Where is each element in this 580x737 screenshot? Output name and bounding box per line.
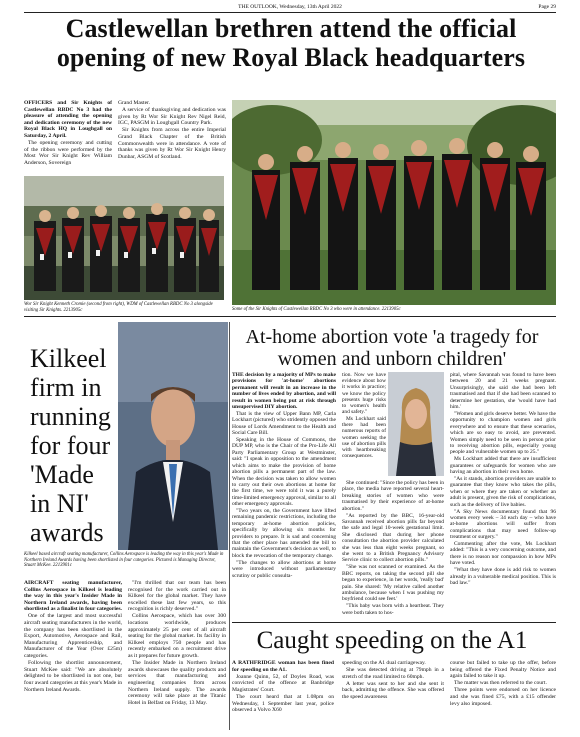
column-divider xyxy=(229,322,230,730)
abortion-paragraph: "Two years on, the Government have lifted remaining pandemic restrictions, including the temporary at-home abortion policies, specifically by allowing six months for providers to prepare. It is sad and concerning that the other place has amended the bill to maintain the Government's decision as well, to block the revocation of the temporary change. xyxy=(232,508,336,559)
castlewellan-lead: OFFICERS and Sir Knights of Castlewellan RBDC No 3 had the pleasure of attending the opening and dedication ceremony of the new Royal Black HQ in Loughgall on Saturday, 2 April. xyxy=(24,100,112,139)
kilkeel-paragraph: Collins Aerospace, which has over 300 locations worldwide, produces approximately 25 per cent of all aircraft seating for the global market. Its facility in Kilkeel employs 750 people and has recently embarked on a recruitment drive as it prepares for future growth. xyxy=(128,613,226,660)
section-divider xyxy=(232,622,556,623)
abortion-paragraph: Speaking in the House of Commons, the DUP MP, who is the Chair of the Pro-Life All Party Parliamentary Group at Westminster, said: "I speak in opposition to the amendment which aims to make the provision of home abortion pills a permanent part of the law. When the decision was taken to allow women to carry out their own abortions at home for the first time, we were told it was a purely time-limited emergency approval, similar to all other emergency approvals. xyxy=(232,437,336,508)
photo-carla-lockhart xyxy=(388,372,444,476)
abortion-col-2b xyxy=(342,480,444,620)
castlewellan-paragraph: Grand Master. xyxy=(118,100,150,106)
speeding-paragraph: Three points were endorsed on her licence and she was fined £75, with a £15 offender levy also imposed. xyxy=(450,687,556,707)
page-header xyxy=(24,2,556,13)
speeding-headline: Caught speeding on the A1 xyxy=(256,627,528,654)
kilkeel-headline xyxy=(30,344,120,547)
abortion-col-2a xyxy=(342,372,386,476)
header-page-number: Page 29 xyxy=(538,4,556,10)
kilkeel-col-2 xyxy=(128,580,226,730)
speeding-col-3 xyxy=(450,660,556,732)
abortion-paragraph: pital, where Savannah was found to have been between 20 and 21 weeks pregnant. Unsurprisingly, she said she had been left traumatised and that if she had been scanned to determine her gestation, she 'would have had him.' xyxy=(450,372,556,411)
kilkeel-headline-line: for four xyxy=(30,431,111,460)
kilkeel-headline-line: running xyxy=(30,402,111,431)
castlewellan-paragraph: A service of thanksgiving and dedication was given by Rt Wor Sir Knight Rev Nigel Reid, IGC, PASGM in Loughgall Country Park. xyxy=(118,107,226,127)
abortion-col-3 xyxy=(450,372,556,620)
kilkeel-paragraph: The Insider Made in Northern Ireland awards showcases the quality products and services that manufacturing and engineering companies from across Northern Ireland supply. The awards ceremony will take place at the Titanic Hotel in Belfast on Friday, 13 May. xyxy=(128,660,226,706)
abortion-paragraph: Ms Lockhart said there had been numerous reports of women seeking the use of abortion pills with heartbreaking consequences. xyxy=(342,415,386,460)
caption-left-photo: Wor Sir Knight Kenneth Cromie (second from right), WDM of Castlewellan RBDC No 3 alongside visiting Sir Knights. 2213905c xyxy=(24,302,213,313)
kilkeel-headline-line: in NI' xyxy=(30,489,89,518)
kilkeel-headline-line: firm in xyxy=(30,373,102,402)
speeding-paragraph: The court heard that at 1.08pm on Wednesday, 1 September last year, police observed a Volvo X60 xyxy=(232,693,334,714)
speeding-paragraph: The matter was then referred to the court. xyxy=(454,680,547,687)
abortion-paragraph: tion. Now we have evidence about how it works in practice; we know the policy presents huge risks to women's health and safety." xyxy=(342,372,386,416)
speeding-paragraph: She was detected driving at 79mph in a stretch of the road limited to 60mph. xyxy=(342,667,444,680)
abortion-headline: At-home abortion vote 'a tragedy for women and unborn children' xyxy=(245,326,539,370)
abortion-col-1 xyxy=(232,372,336,620)
abortion-paragraph: "The changes to allow abortions at home were introduced without parliamentary scrutiny or public consulta- xyxy=(232,559,336,579)
abortion-paragraph: "As it stands, abortion providers are unable to guarantee that they know who takes the pills, when or where they are taken or whether an adult is present, given the risk of complications, such as the delivery of live babies. xyxy=(450,476,556,508)
photo-stuart-mckee xyxy=(118,322,228,550)
speeding-paragraph: A letter was sent to her and she sent it back, admitting the offence. She was offered the speed awareness xyxy=(342,680,444,700)
abortion-paragraph: That is the view of Upper Bann MP, Carla Lockhart (pictured) who stridently opposed the House of Lords Amendment to the Health and Social Care Bill. xyxy=(232,410,336,437)
speeding-lead: A RATHFRIDGE woman has been fined for speeding on the A1. xyxy=(232,660,334,673)
abortion-paragraph: "She was not scanned or examined. As the BBC reports, on taking the second pill she began to experience, in her words, 'really bad' pain. She shared: 'My relative called another ambulance, because when I was pushing my boyfriend could see feet.' xyxy=(342,564,444,603)
main-headline: Castlewellan brethren attend the official opening of new Royal Black headquarters xyxy=(56,14,526,72)
kilkeel-paragraph: "I'm thrilled that our team has been recognised for the work carried out in Kilkeel for the global market. They have excelled these last few years, so this recognition is richly deserved." xyxy=(128,580,226,613)
kilkeel-col-1 xyxy=(24,580,122,730)
section-divider xyxy=(24,316,556,317)
caption-kilkeel-photo: Kilkeel based aircraft seating manufacturer, Collins Aerospace is leading the way in this year's Made in Northern Ireland Awards having been shortlisted in four categories. Pictured is Managing Director, Stuart McKee. 2213901c xyxy=(24,552,224,569)
caption-right-photo: Some of the Sir Knights of Castlewellan RBDC No 3 who were in attendance. 2213905c xyxy=(232,307,401,312)
photo-knights-group-left xyxy=(24,176,224,300)
abortion-lead: THE decision by a majority of MPs to make provisions for 'at-home' abortions permanent will result in an increase in the number of lives ended by abortion, and will result in women being put at risk through unsupervised DIY abortion. xyxy=(232,372,336,411)
kilkeel-headline-line: 'Made xyxy=(30,460,94,489)
abortion-paragraph: She continued: "Since the policy has been in place, the media have reported several heart-breaking stories of women who were traumatised by their experience of at-home abortion." xyxy=(342,480,445,512)
kilkeel-lead: AIRCRAFT seating manufacturer, Collins Aerospace in Kilkeel is leading the way in this year's Insider Made in Northern Ireland awards, having been shortlisted as a finalist in four categories. xyxy=(24,580,122,613)
abortion-paragraph: Ms Lockhart added that there are insufficient guarantees or safeguards for women who are having an abortion in their own home. xyxy=(450,456,556,476)
speeding-paragraph: Joanne Quinn, 52, of Doyles Road, was convicted of the offence at Banbridge Magistrates' Court. xyxy=(232,673,334,693)
abortion-paragraph: Commenting after the vote, Ms Lockhart added: "This is a very concerning outcome, and there is no reason nor compassion in how MPs have voted. xyxy=(450,541,556,567)
abortion-paragraph: "A Sky News documentary found that 96 women every week – 34 each day – who have at-home abortions will suffer from complications that may need follow-up treatment or surgery." xyxy=(450,508,556,541)
abortion-paragraph: "What they have done is add risk to women already in a vulnerable medical position. This is bad law." xyxy=(450,567,556,586)
speeding-col-1 xyxy=(232,660,334,732)
speeding-col-2 xyxy=(342,660,444,732)
abortion-paragraph: "As reported by the BBC, 16-year-old Savannah received abortion pills far beyond the safe and legal 10-week gestational limit. She disclosed that during her phone consultation the abortion provider calculated she was less than eight weeks pregnant, so she went to a British Pregnancy Advisory Service clinic to collect abortion pills." xyxy=(342,512,444,564)
header-paper-date: THE OUTLOOK, Wednesday, 13th April 2022 xyxy=(238,4,342,10)
photo-knights-group-right xyxy=(232,100,556,305)
kilkeel-paragraph: One of the largest and most successful aircraft seating manufacturers in the world, the company has been shortlisted in the Export, Automotive, Aerospace and Rail, Manufacturing Apprenticeship, and Manufacturer of the Year (Over £25m) categories. xyxy=(24,613,122,660)
castlewellan-paragraph: The opening ceremony and cutting of the ribbon were performed by the Most Wor Sir Knight Rev William Anderson, Sovereign xyxy=(24,140,112,166)
abortion-paragraph: "This baby was born with a heartbeat. They were both taken to hos- xyxy=(342,603,444,616)
abortion-paragraph: "Women and girls deserve better. We have the opportunity to champion women and girls everywhere and to ensure that these scenarios, which are so easy to avoid, are prevented. Women simply need to be seen in person prior to receiving abortion pills, especially young people and vulnerable women up to 25." xyxy=(450,410,556,456)
speeding-paragraph: course but failed to take up the offer, before being offered the Fixed Penalty Notice and again failed to take it up. xyxy=(450,660,556,680)
kilkeel-headline-line: awards xyxy=(30,518,104,547)
kilkeel-headline-line: Kilkeel xyxy=(30,344,107,373)
speeding-paragraph: speeding on the A1 dual carriageway. xyxy=(342,660,426,666)
kilkeel-paragraph: Following the shortlist announcement, Stuart McKee said: "We are absolutely delighted to be shortlisted in not one, but four award categories at this year's Made in Northern Ireland Awards. xyxy=(24,660,122,693)
castlewellan-paragraph: Sir Knights from across the entire Imperial Grand Black Chapter of the British Commonwealth were in attendance. A vote of thanks was given by Rt Wor Sir Knight Henry Dunbar, ASGM of Scotland. xyxy=(118,127,226,160)
